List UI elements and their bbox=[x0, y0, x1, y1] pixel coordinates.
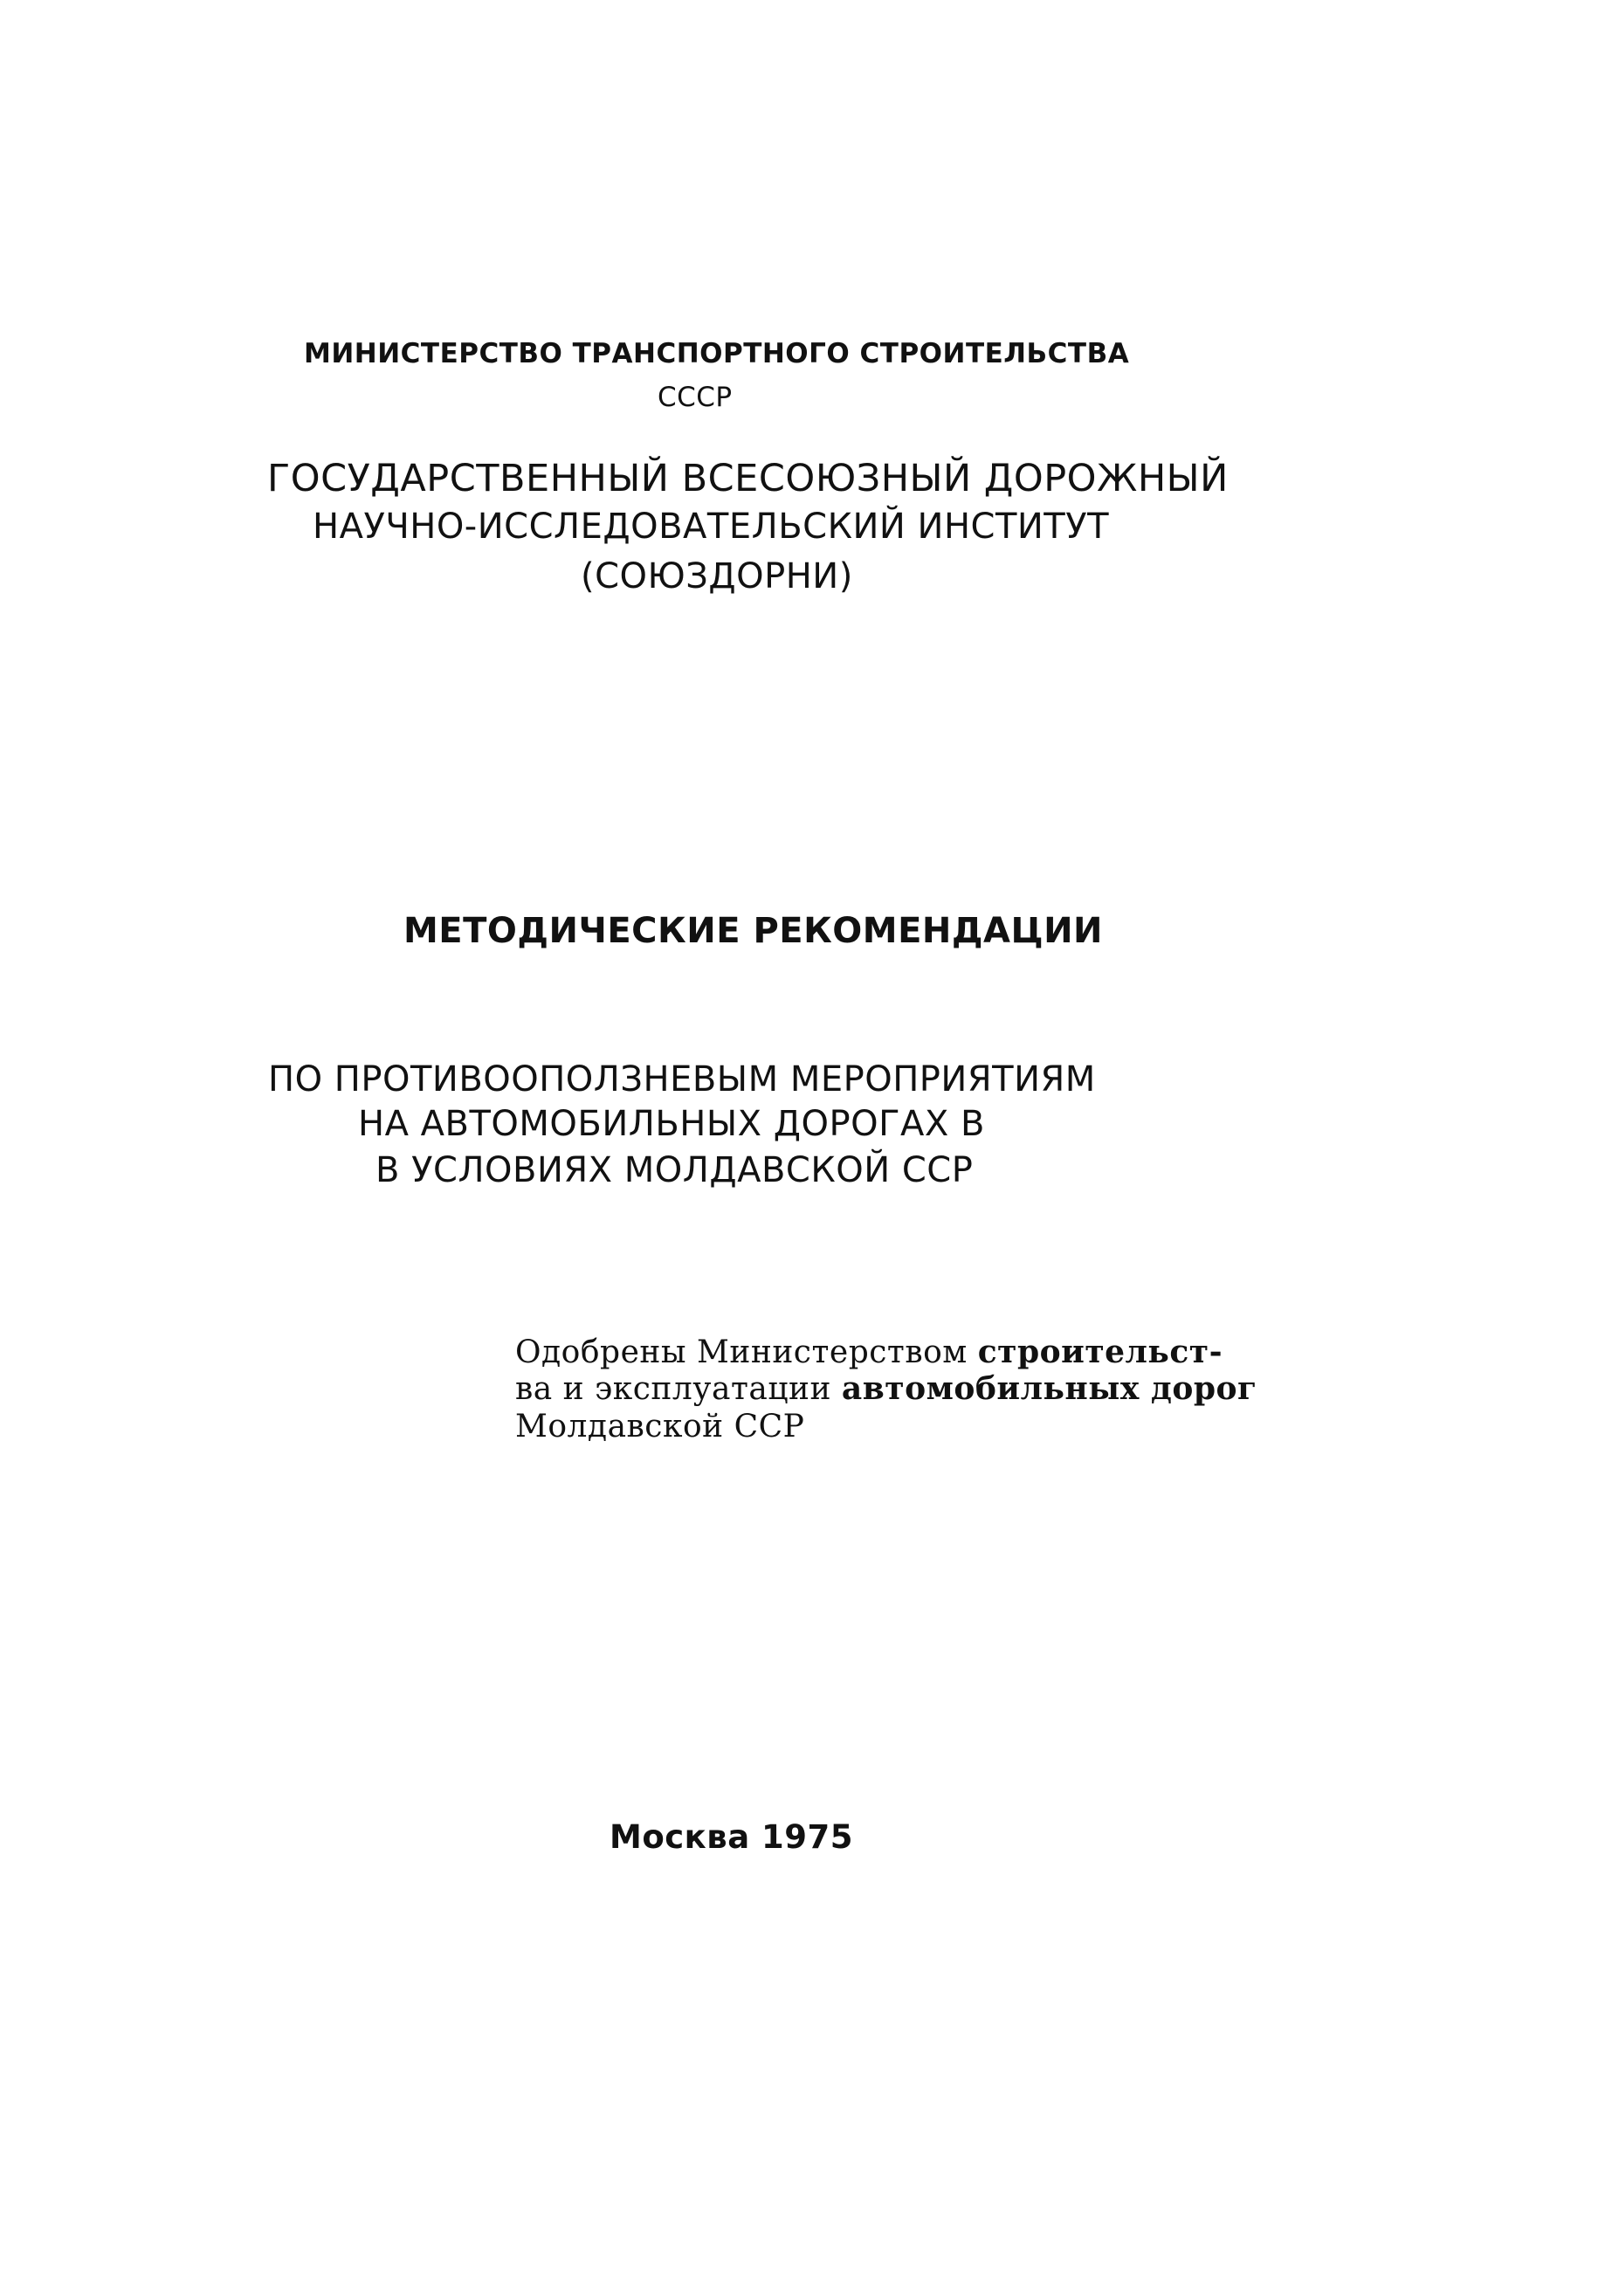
approval-text: Одобрены Министерством bbox=[515, 1334, 968, 1370]
approval-line-3: Молдавской ССР bbox=[515, 1409, 805, 1444]
ministry-country: СССР bbox=[658, 382, 733, 413]
document-subject-line-2: НА АВТОМОБИЛЬНЫХ ДОРОГАХ В bbox=[358, 1104, 985, 1144]
institute-name-line-1: ГОСУДАРСТВЕННЫЙ ВСЕСОЮЗНЫЙ ДОРОЖНЫЙ bbox=[267, 457, 1229, 500]
document-subject-line-1: ПО ПРОТИВООПОЛЗНЕВЫМ МЕРОПРИЯТИЯМ bbox=[268, 1059, 1096, 1100]
institute-abbreviation: (СОЮЗДОРНИ) bbox=[581, 556, 853, 596]
approval-line-2 bbox=[515, 1370, 1257, 1407]
approval-line-1 bbox=[515, 1336, 1223, 1369]
approval-text: ва и эксплуатации bbox=[515, 1371, 831, 1407]
document-type-heading: МЕТОДИЧЕСКИЕ РЕКОМЕНДАЦИИ bbox=[403, 911, 1104, 951]
document-subject-line-3: В УСЛОВИЯХ МОЛДАВСКОЙ ССР bbox=[375, 1150, 974, 1190]
approval-text-bold: автомобильных дорог bbox=[841, 1370, 1257, 1407]
approval-text-bold: строительст- bbox=[977, 1334, 1223, 1370]
ministry-name: МИНИСТЕРСТВО ТРАНСПОРТНОГО СТРОИТЕЛЬСТВА bbox=[304, 338, 1130, 369]
institute-name-line-2: НАУЧНО-ИССЛЕДОВАТЕЛЬСКИЙ ИНСТИТУТ bbox=[313, 507, 1110, 547]
publication-place-year: Москва 1975 bbox=[610, 1818, 854, 1856]
